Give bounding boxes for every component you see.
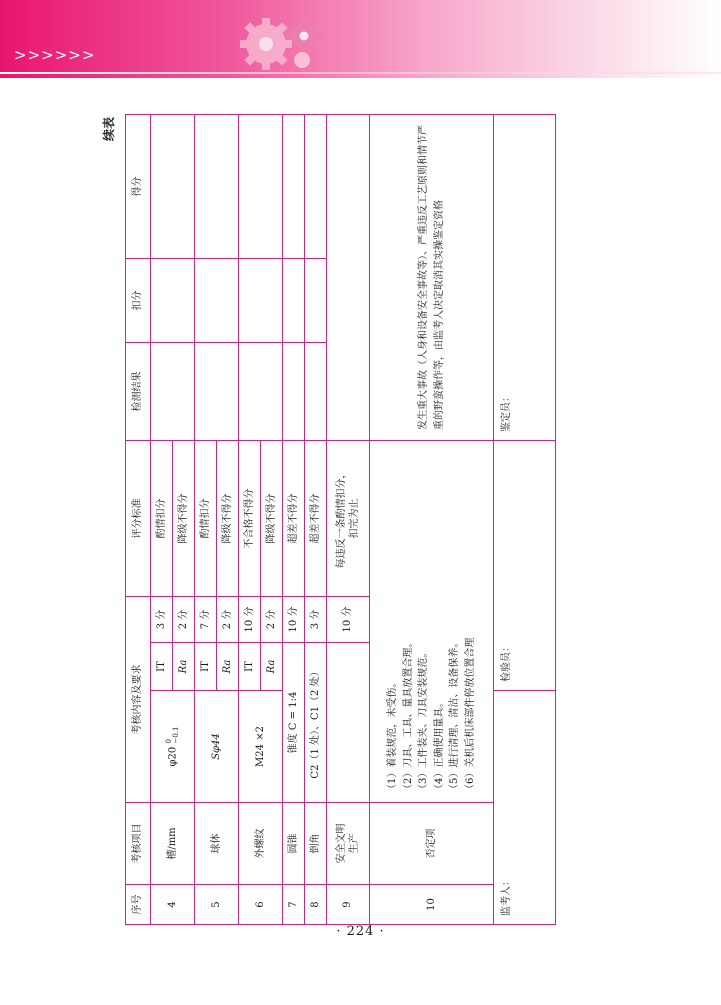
sub-criteria: 酌情扣分: [151, 440, 173, 596]
sub-criteria: 降级不得分: [217, 440, 239, 596]
signature-row: [494, 114, 556, 924]
row-criteria: 超差不得分: [283, 440, 305, 596]
header-band: [0, 0, 721, 78]
list-item: （2）刀具、工具、量具放置合理。: [402, 637, 414, 794]
result-cell: [283, 342, 305, 440]
row-score: 10 分: [283, 596, 305, 642]
table-title: 续表: [102, 117, 116, 142]
score-cell: [305, 114, 327, 258]
sub-type: IT: [239, 643, 261, 691]
row-number: 9: [327, 885, 370, 925]
table-row: [327, 114, 370, 924]
row-item: 外螺纹: [239, 803, 283, 885]
list-item: （6）关机后机床部件停放位置合理: [464, 637, 476, 794]
col-header: 评分标准: [126, 440, 151, 596]
table-row: [151, 114, 173, 924]
requirements-list: [370, 440, 494, 802]
col-header: 序号: [126, 885, 151, 925]
sub-type: IT: [151, 643, 173, 691]
rotated-table-page: [102, 115, 555, 925]
col-header: 得分: [126, 114, 151, 258]
sub-criteria: 酌情扣分: [195, 440, 217, 596]
deduction-cell: [195, 258, 239, 342]
row-number: 8: [305, 885, 327, 925]
list-item: （1）着装规范，未受伤。: [387, 677, 398, 794]
score-cell: [283, 114, 305, 258]
row-number: 6: [239, 885, 283, 925]
row-content: 锥度 C = 1:4: [283, 643, 305, 803]
result-cell: [151, 342, 195, 440]
veto-rule: 发生重大事故（人身和设备安全事故等）、严重违反工艺原则和情节严 重的野蛮操作等，由监考人决定取消其实操鉴定资格: [370, 114, 494, 440]
col-header: 检测结果: [126, 342, 151, 440]
header-divider: [0, 72, 721, 74]
scoring-table: [125, 114, 556, 925]
row-item: 槽/mm: [151, 803, 195, 885]
score-cell: [151, 114, 195, 258]
row-item: 圆锥: [283, 803, 305, 885]
page-number: · 224 ·: [336, 924, 385, 939]
table-row: [305, 114, 327, 924]
sub-score: 3 分: [151, 596, 173, 642]
row-number: 5: [195, 885, 239, 925]
sub-score: 7 分: [195, 596, 217, 642]
sub-score: 2 分: [217, 596, 239, 642]
sub-score: 10 分: [239, 596, 261, 642]
sub-type: Ra: [217, 643, 239, 691]
score-cell: [195, 114, 239, 258]
result-cell: [195, 342, 239, 440]
chevron-arrows-icon: >>>>>>: [14, 46, 96, 64]
inspector-signature: 检验员：: [494, 440, 556, 690]
result-cell: [327, 114, 370, 440]
list-item: （4）正确使用量具。: [433, 697, 445, 794]
sub-type: IT: [195, 643, 217, 691]
deduction-cell: [239, 258, 283, 342]
table-row: [239, 114, 261, 924]
proctor-signature: 监考人：: [494, 691, 556, 925]
sub-type: Ra: [261, 643, 283, 691]
row-number: 10: [370, 885, 494, 925]
col-header: 考核内容及要求: [126, 596, 151, 802]
sub-criteria: 不合格不得分: [239, 440, 261, 596]
row-number: 4: [151, 885, 195, 925]
deduction-cell: [283, 258, 305, 342]
row-content: Sφ44: [195, 691, 239, 803]
table-row: [283, 114, 305, 924]
result-cell: [239, 342, 283, 440]
row-item: 否定项: [370, 803, 494, 885]
sub-score: 2 分: [173, 596, 195, 642]
deduction-cell: [151, 258, 195, 342]
sub-criteria: 降级不得分: [173, 440, 195, 596]
row-score: 10 分: [327, 596, 370, 642]
header-row: [126, 114, 151, 924]
sub-type: Ra: [173, 643, 195, 691]
list-item: （5）进行清理、清洁、设备保养。: [449, 637, 460, 794]
table-row: [195, 114, 217, 924]
sub-criteria: 降级不得分: [261, 440, 283, 596]
row-criteria: 超差不得分: [305, 440, 327, 596]
col-header: 扣分: [126, 258, 151, 342]
row-item: 球体: [195, 803, 239, 885]
appraiser-signature: 鉴定员：: [494, 114, 556, 440]
row-content: [327, 643, 370, 803]
row-number: 7: [283, 885, 305, 925]
row-item: 安全文明 生产: [327, 803, 370, 885]
row-criteria: 每违反一条酌情扣分， 扣完为止: [327, 440, 370, 596]
result-cell: [305, 342, 327, 440]
row-content: M24 ×2: [239, 691, 283, 803]
row-content: C2（1 处）、C1（2 处）: [305, 643, 327, 803]
sub-score: 2 分: [261, 596, 283, 642]
table-row: [370, 114, 494, 924]
row-content: φ20 0 −0.1: [151, 691, 195, 803]
col-header: 考核项目: [126, 803, 151, 885]
list-item: （3）工件装夹、刀具安装规范。: [418, 647, 429, 794]
gears-icon: [228, 10, 338, 74]
row-item: 倒角: [305, 803, 327, 885]
row-score: 3 分: [305, 596, 327, 642]
score-cell: [239, 114, 283, 258]
deduction-cell: [305, 258, 327, 342]
